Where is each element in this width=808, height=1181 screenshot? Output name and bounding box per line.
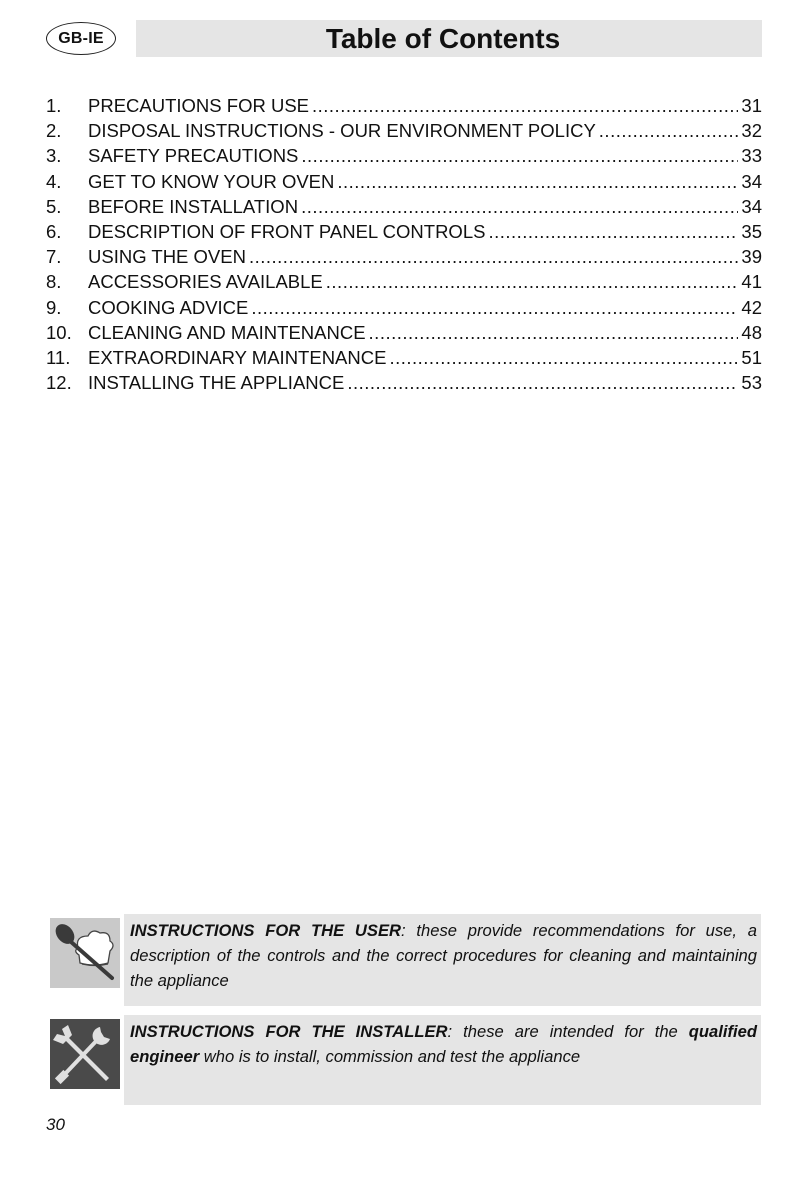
toc-number: 5. (46, 195, 62, 217)
toc-page: 31 (741, 95, 762, 116)
toc-item[interactable] (46, 320, 762, 345)
page-title: Table of Contents (325, 22, 561, 54)
toc-leader (301, 194, 738, 219)
toc-label: USING THE OVEN (88, 246, 246, 268)
installer-instructions-heading: INSTRUCTIONS FOR THE INSTALLER (130, 1022, 448, 1041)
qualified-engineer-emphasis: qualified engineer (130, 1022, 758, 1066)
toc-page: 34 (741, 195, 762, 217)
table-of-contents (46, 93, 762, 395)
toc-label: PRECAUTIONS FOR USE (88, 95, 309, 116)
toc-item[interactable] (46, 219, 762, 244)
toc-number: 2. (46, 120, 62, 142)
toc-page: 33 (741, 145, 762, 167)
toc-page: 41 (741, 271, 762, 293)
chef-spoon-icon (50, 918, 120, 988)
toc-label: ACCESSORIES AVAILABLE (88, 271, 323, 293)
user-instructions-body: : these provide recommendations for use, a description of the controls and the correct procedures for cleaning and maintaining the appliance (130, 921, 758, 990)
toc-leader (599, 118, 739, 143)
toc-label: EXTRAORDINARY MAINTENANCE (88, 346, 387, 368)
toc-item[interactable] (46, 370, 762, 395)
toc-label: SAFETY PRECAUTIONS (88, 145, 299, 167)
toc-page: 53 (741, 372, 762, 394)
toc-item[interactable] (46, 118, 762, 143)
toc-item[interactable] (46, 295, 762, 320)
toc-item[interactable] (46, 169, 762, 194)
toc-leader (347, 370, 738, 395)
toc-item[interactable] (46, 194, 762, 219)
title-bar (136, 20, 762, 57)
toc-number: 9. (46, 296, 62, 318)
user-instructions-heading: INSTRUCTIONS FOR THE USER (130, 921, 402, 940)
toc-leader (488, 219, 738, 244)
user-instructions-box (50, 914, 761, 1006)
toc-leader (369, 320, 739, 345)
toc-leader (326, 269, 739, 294)
toc-number: 4. (46, 170, 62, 192)
language-badge: GB-IE (46, 22, 116, 55)
toc-label: BEFORE INSTALLATION (88, 195, 299, 217)
installer-instructions-box (50, 1015, 761, 1105)
toc-label: DISPOSAL INSTRUCTIONS - OUR ENVIRONMENT POLICY (88, 120, 596, 142)
toc-item[interactable] (46, 269, 762, 294)
installer-instructions-body: : these are intended for the (447, 1022, 689, 1041)
toc-page: 42 (741, 296, 762, 318)
toc-number: 8. (46, 271, 62, 293)
toc-leader (301, 143, 738, 168)
installer-instructions-text (124, 1015, 761, 1105)
toc-number: 11. (46, 346, 71, 368)
installer-instructions-body-end: who is to install, commission and test the appliance (199, 1047, 581, 1066)
toc-item[interactable] (46, 93, 762, 118)
toc-number: 1. (46, 95, 62, 116)
toc-label: COOKING ADVICE (88, 296, 249, 318)
toc-label: CLEANING AND MAINTENANCE (88, 321, 366, 343)
toc-number: 10. (46, 321, 72, 343)
tools-icon (50, 1019, 120, 1089)
toc-item[interactable] (46, 244, 762, 269)
toc-leader (337, 169, 738, 194)
page-header (46, 20, 762, 57)
toc-page: 51 (741, 346, 762, 368)
toc-number: 6. (46, 220, 62, 242)
user-instructions-text (124, 914, 761, 1006)
page-number: 30 (46, 1115, 65, 1134)
toc-leader (312, 93, 738, 118)
toc-label: DESCRIPTION OF FRONT PANEL CONTROLS (88, 220, 486, 242)
toc-label: INSTALLING THE APPLIANCE (88, 372, 345, 394)
toc-number: 12. (46, 372, 72, 394)
toc-item[interactable] (46, 143, 762, 168)
toc-label: GET TO KNOW YOUR OVEN (88, 170, 335, 192)
toc-page: 34 (741, 170, 762, 192)
toc-number: 7. (46, 246, 62, 268)
toc-page: 32 (741, 120, 762, 142)
toc-page: 48 (741, 321, 762, 343)
toc-page: 35 (741, 220, 762, 242)
toc-item[interactable] (46, 345, 762, 370)
toc-number: 3. (46, 145, 62, 167)
toc-leader (389, 345, 738, 370)
toc-page: 39 (741, 246, 762, 268)
toc-leader (251, 295, 738, 320)
toc-leader (249, 244, 738, 269)
